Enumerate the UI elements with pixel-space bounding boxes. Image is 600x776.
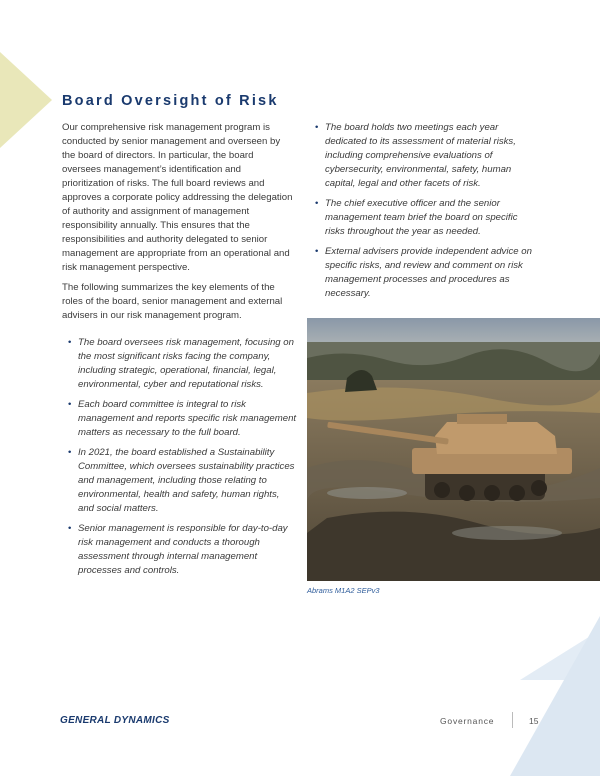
bullet-icon: •	[315, 246, 319, 257]
list-item	[315, 245, 535, 301]
list-item	[68, 398, 298, 440]
list-item-text: Each board committee is integral to risk management and reports specific risk management matters as necessary to the full board.	[78, 399, 297, 438]
decorative-triangle-left	[0, 52, 52, 148]
bullet-icon: •	[68, 523, 72, 534]
left-bullet-list	[68, 336, 298, 584]
decorative-triangle-right	[510, 616, 600, 776]
bullet-icon: •	[68, 337, 72, 348]
bullet-icon: •	[315, 198, 319, 209]
list-item-text: The board oversees risk management, focusing on the most significant risks facing the company, including strategic, operational, financial, legal, environmental, cyber and reputational risks.	[78, 337, 294, 390]
company-logo: GENERAL DYNAMICS	[60, 715, 170, 726]
page-title: Board Oversight of Risk	[62, 93, 279, 109]
bullet-icon: •	[315, 122, 319, 133]
list-item-text: The board holds two meetings each year dedicated to its assessment of material risks, including comprehensive evaluations of cybersecurity, environmental, safety, human capital, legal and other facets of risk.	[325, 122, 516, 189]
intro-paragraph: Our comprehensive risk management program is conducted by senior management and overseen by the board of directors. In particular, the board oversees management’s identification and prioritization of risks. The full board reviews and approves a corporate policy addressing the delegation of authority and assignment of management responsibility annually. This ensures that the responsibilities and authority delegated to senior management are appropriate from an operational and risk management perspective.	[62, 122, 293, 273]
bullet-icon: •	[68, 399, 72, 410]
list-item-text: Senior management is responsible for day-to-day risk management and conducts a thorough assessment through internal management processes and controls.	[78, 523, 288, 576]
list-item-text: In 2021, the board established a Sustainability Committee, which oversees sustainability practices and management, including those relating to environmental, health and safety, human rights, and social matters.	[78, 447, 295, 514]
list-item	[68, 336, 298, 392]
intro-text	[62, 121, 294, 329]
footer-divider	[512, 712, 513, 728]
right-bullet-list	[315, 121, 535, 307]
list-item	[315, 121, 535, 191]
tank-photo-illustration	[307, 318, 600, 581]
intro-paragraph: The following summarizes the key elements of the roles of the board, senior management and external advisers in our risk management program.	[62, 282, 283, 321]
list-item	[315, 197, 535, 239]
section-name: Governance	[440, 716, 495, 726]
page-number: 15	[529, 716, 539, 726]
tank-photo	[307, 318, 600, 581]
photo-caption: Abrams M1A2 SEPv3	[307, 586, 380, 595]
list-item-text: The chief executive officer and the senior management team brief the board on specific risks throughout the year as needed.	[325, 198, 518, 237]
list-item	[68, 522, 298, 578]
list-item-text: External advisers provide independent advice on specific risks, and review and comment on risk management processes and procedures as necessary.	[325, 246, 532, 299]
list-item	[68, 446, 298, 516]
bullet-icon: •	[68, 447, 72, 458]
